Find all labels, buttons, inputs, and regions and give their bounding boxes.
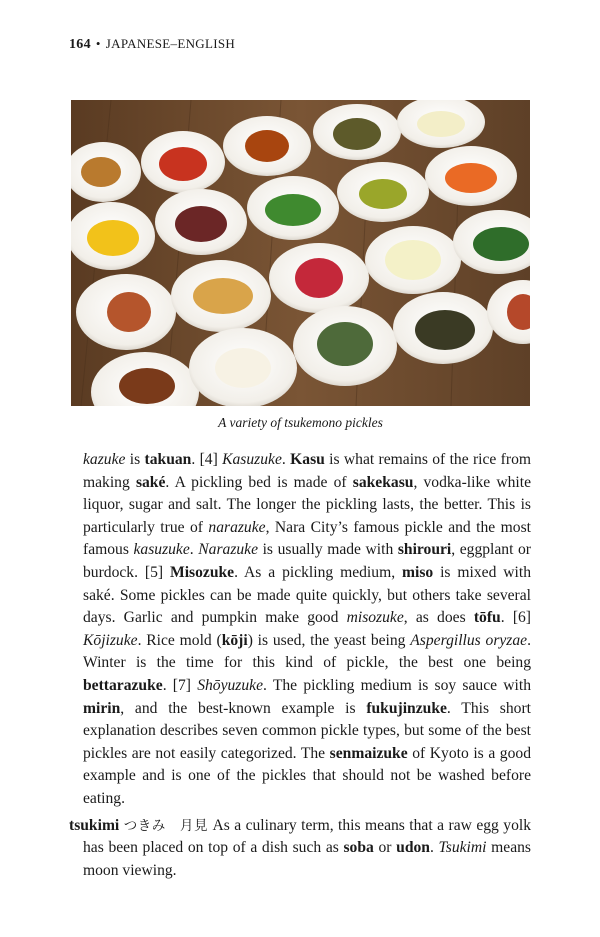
italic-term: narazuke (208, 518, 266, 536)
bold-term: bettarazuke (83, 676, 163, 694)
bold-term: saké (135, 473, 166, 491)
text-run: , as does (403, 609, 474, 627)
text-run: , Nara City’s famous pickle and the most famous (83, 518, 531, 559)
text-run: . [4] (191, 451, 223, 468)
italic-term: Aspergillus oryzae (410, 631, 528, 649)
text-run: , vodka-like white liquor, sugar and salt. The longer the pickling lasts, the better. This is particularly true of (83, 473, 531, 536)
text-run: . Rice mold ( (137, 631, 222, 649)
text-run: . (281, 451, 291, 468)
bold-term: tōfu (473, 609, 501, 627)
italic-term: Tsukimi (438, 839, 487, 857)
bold-term: Kasu (290, 451, 325, 468)
bold-term: udon (396, 839, 430, 857)
header-separator: • (95, 36, 101, 51)
bold-term: miso (402, 563, 434, 581)
running-header (69, 36, 235, 53)
text-run: . The pickling medium is soy sauce with (263, 676, 531, 694)
body-text (69, 449, 531, 882)
italic-term: Narazuke (198, 541, 259, 559)
text-run: . A pickling bed is made of (165, 473, 353, 491)
italic-term: kazuke (83, 451, 126, 468)
bold-term: takuan (144, 451, 192, 468)
text-run: is usually made with (258, 541, 398, 559)
dictionary-entry-tsukimi (69, 815, 531, 883)
text-run: or (373, 839, 397, 857)
bold-term: senmaizuke (329, 744, 408, 762)
italic-term: Kōjizuke (83, 631, 138, 649)
text-run: of Kyoto is a good example and is one of the pickles that should not be washed before eating. (83, 744, 531, 807)
text-run: , and the best-known example is (120, 699, 367, 717)
bold-term: mirin (83, 699, 121, 717)
bold-term: tsukimi (69, 816, 120, 834)
japanese-text: つきみ 月見 (123, 817, 208, 834)
text-run: . Winter is the time for this kind of pickle, the best one being (83, 631, 531, 672)
text-run: . This short explanation describes seven common pickle types, but some of the best pickles are not easily categorized. The (83, 699, 531, 762)
italic-term: kasuzuke (133, 541, 190, 559)
bold-term: fukujinzuke (366, 699, 447, 717)
text-run: . (189, 541, 199, 559)
text-run: . As a pickling medium, (234, 563, 402, 581)
text-run: means moon viewing. (83, 839, 531, 879)
section-title: JAPANESE–ENGLISH (105, 36, 236, 51)
text-run: is (125, 451, 145, 468)
bold-term: kōji (221, 631, 248, 649)
page-number: 164 (69, 37, 91, 52)
text-run: . (429, 839, 439, 857)
text-run: ) is used, the yeast being (247, 631, 411, 649)
photo-caption: A variety of tsukemono pickles (218, 415, 383, 430)
text-run: . [7] (162, 676, 198, 694)
italic-term: Kasuzuke (222, 451, 282, 468)
bold-term: sakekasu (352, 473, 414, 491)
bold-term: Misozuke (169, 563, 235, 581)
text-run: is what remains of the rice from making (83, 451, 531, 491)
italic-term: misozuke (346, 609, 404, 627)
continuation-paragraph (69, 449, 531, 811)
italic-term: Shōyuzuke (197, 676, 264, 694)
pickles-illustration (71, 100, 530, 406)
text-run: . [6] (500, 609, 532, 627)
bold-term: soba (343, 839, 374, 857)
text-run: As a culinary term, this means that a raw egg yolk has been placed on top of a dish such as (83, 816, 531, 857)
text-run: is mixed with saké. Some pickles can be made quite quickly, but others take several days. Garlic and pumpkin make good (83, 563, 531, 627)
tsukemono-photo (71, 100, 530, 406)
text-run: , eggplant or burdock. [5] (83, 541, 531, 581)
bold-term: shirouri (397, 541, 452, 559)
